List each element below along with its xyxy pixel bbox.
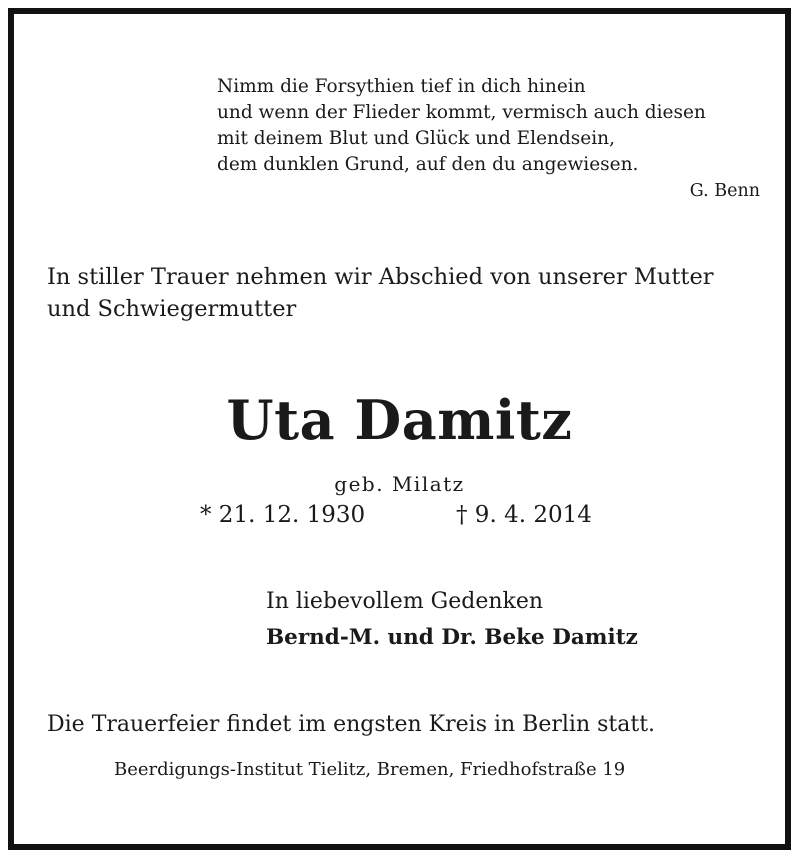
death-date: † 9. 4. 2014 — [456, 502, 592, 528]
mourners: Bernd-M. und Dr. Beke Damitz — [266, 625, 638, 650]
intro-line-1: In stiller Trauer nehmen wir Abschied von unserer Mutter — [47, 264, 714, 290]
obituary-notice — [8, 8, 791, 850]
intro-line-2: und Schwiegermutter — [47, 296, 297, 322]
poem-line: und wenn der Flieder kommt, vermisch auch diesen — [217, 102, 706, 123]
maiden-name: geb. Milatz — [334, 472, 465, 496]
poem-line: mit deinem Blut und Glück und Elendsein, — [217, 128, 615, 149]
deceased-name: Uta Damitz — [226, 388, 573, 452]
undertaker-info: Beerdigungs-Institut Tielitz, Bremen, Friedhofstraße 19 — [114, 759, 626, 780]
poem-line: dem dunklen Grund, auf den du angewiesen. — [217, 154, 639, 175]
birth-date: * 21. 12. 1930 — [200, 502, 366, 528]
remembrance-phrase: In liebevollem Gedenken — [266, 589, 544, 614]
poem-author: G. Benn — [689, 181, 760, 201]
poem-line: Nimm die Forsythien tief in dich hinein — [217, 76, 586, 97]
funeral-note: Die Trauerfeier findet im engsten Kreis in Berlin statt. — [47, 712, 656, 737]
